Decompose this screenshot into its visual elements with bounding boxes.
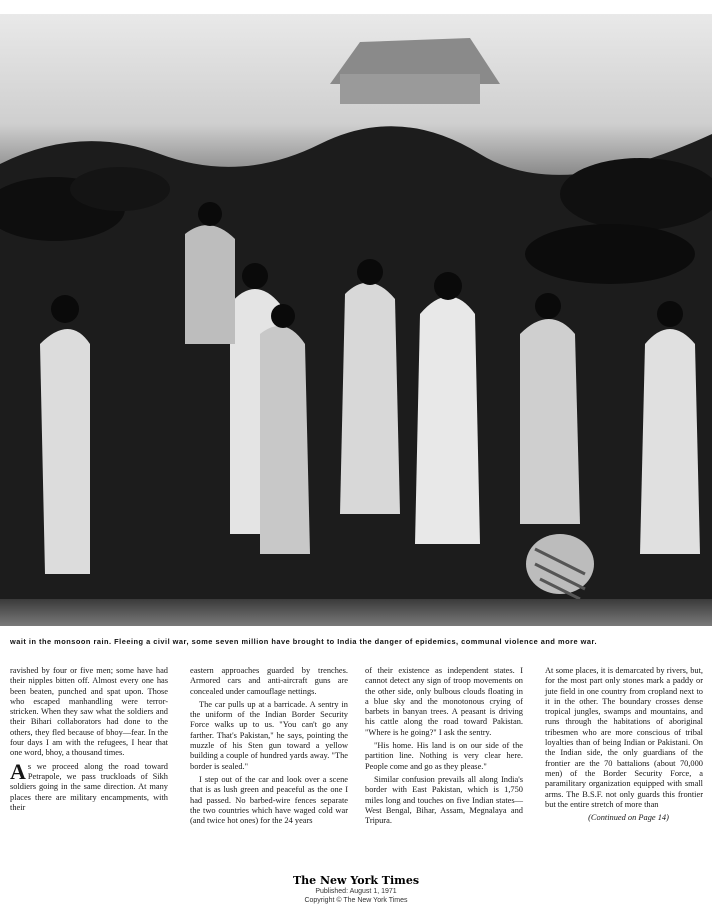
column-2-paragraph-2: The car pulls up at a barricade. A sentry in the uniform of the Indian Border Security Force walks up to us. "You can't go any farther. That's Pakistan," he says, pointing the muzzle of his Sten gun toward a yellow building a couple of hundred yards away. "The border is sealed."	[190, 699, 348, 771]
column-1-paragraph-2-text: s we proceed along the road toward Petrapole, we pass truckloads of Sikh soldiers going in the same direction. At many places there are military encampments, with their	[10, 761, 168, 812]
article-column-2	[190, 666, 348, 829]
refugee-photograph	[0, 14, 712, 626]
article-column-1	[10, 666, 168, 816]
copyright-line: Copyright © The New York Times	[304, 897, 408, 904]
masthead	[256, 874, 456, 905]
article-body	[10, 666, 702, 866]
column-4-paragraph-1: At some places, it is demarcated by rivers, but, for the most part only stones mark a paddy or jute field in one country from cropland next to it in the other. The boundary crosses dense tropical jungles, swamps and mountains, and runs through the habitations of aboriginal tribesmen who are more conscious of tribal loyalties than of being Indian or Pakistani. On the Indian side, the only guardians of the frontier are the 70 battalions (about 70,000 men) of the Border Security Force, a paramilitary organization equipped with small arms. The B.S.F. not only guards this frontier but the entire stretch of more than	[545, 666, 703, 809]
column-3-paragraph-1: of their existence as independent states. I cannot detect any sign of troop movements on the other side, only bulbous clouds floating in a blue sky and the monotonous crying of barbets in banyan trees. A peasant is driving his cattle along the road toward Pakistan. "Where is he going?" I ask the sentry.	[365, 666, 523, 737]
column-1-paragraph-2	[10, 758, 168, 813]
column-2-paragraph-1: eastern approaches guarded by trenches. Armored cars and anti-aircraft guns are concealed under camouflage nettings.	[190, 666, 348, 696]
continued-note: (Continued on Page 14)	[588, 813, 669, 823]
photo-illustration	[0, 14, 712, 626]
column-3-paragraph-3: Similar confusion prevails all along India's border with East Pakistan, which is 1,750 miles long and touches on five Indian states—West Bengal, Bihar, Assam, Megnalaya and Tripura.	[365, 774, 523, 826]
published-date: Published: August 1, 1971	[315, 888, 397, 895]
article-column-3	[365, 666, 523, 829]
column-1-paragraph-1: ravished by four or five men; some have had their nipples bitten off. Almost every one has been beaten, punched and spat upon. Those who escaped manhandling were terror-stricken. When they saw what the soldiers and their Bihari collaborators had done to the others, they fled because of bhoy—fear. In the four days I am with the refugees, I hear that one word, bhoy, a thousand times.	[10, 666, 168, 758]
column-3-paragraph-2: "His home. His land is on our side of the partition line. Nothing is very clear here. People come and go as they please."	[365, 741, 523, 771]
column-2-paragraph-3: I step out of the car and look over a scene that is as lush green and peaceful as the one I had passed. No barbed-wire fences separate the two countries which have waged cold war (and twice hot ones) for the 24 years	[190, 774, 348, 826]
article-column-4	[545, 666, 703, 826]
newspaper-logo: The New York Times	[292, 874, 420, 887]
drop-cap: A	[10, 758, 26, 784]
photo-caption: wait in the monsoon rain. Fleeing a civil war, some seven million have brought to India the danger of epidemics, communal violence and more war.	[10, 637, 597, 646]
